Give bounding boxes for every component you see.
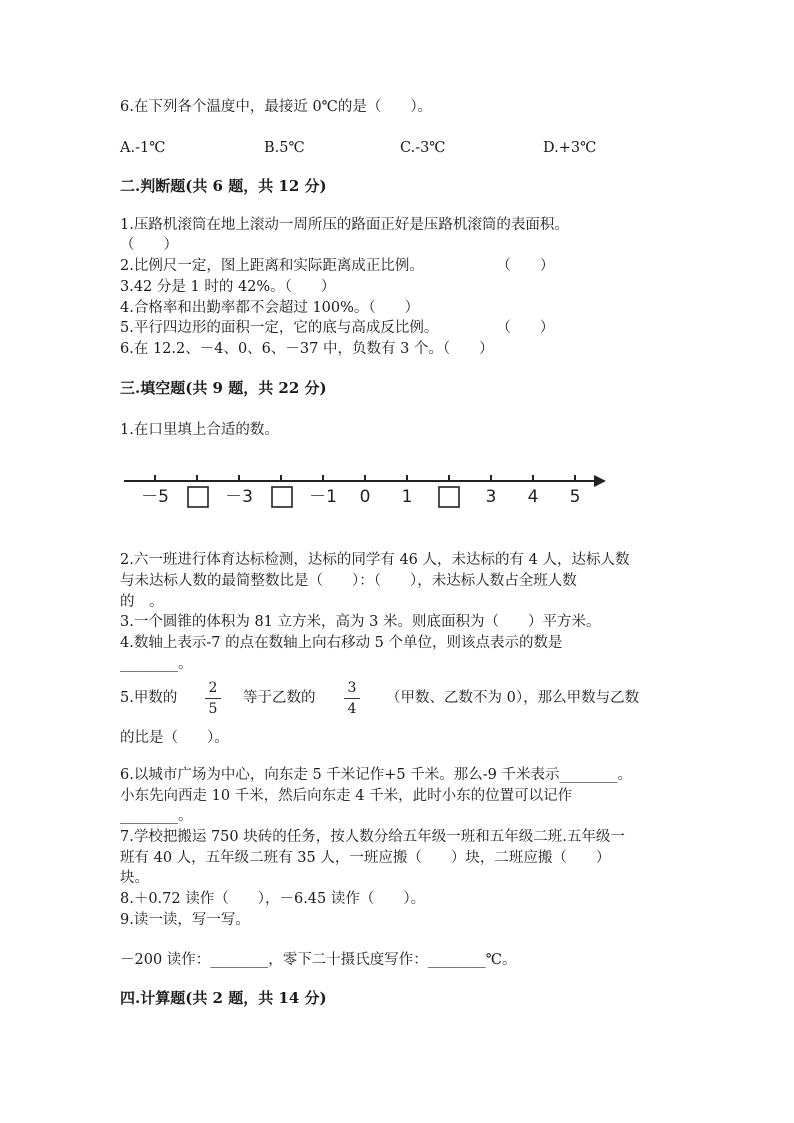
fill-q5-line2: 的比是（ ）。 — [120, 730, 229, 746]
tick-label: 0 — [359, 487, 371, 507]
blank-box — [439, 487, 459, 507]
question-6-stem: 6.在下列各个温度中，最接近 0℃的是（ ）。 — [120, 99, 433, 115]
fill-q9: 9.读一读，写一写。 — [120, 912, 250, 928]
number-line — [110, 466, 620, 516]
fill-q2-line1: 2.六一班进行体育达标检测，达标的同学有 46 人，未达标的有 4 人，达标人数 — [120, 552, 630, 568]
blank-box — [272, 487, 292, 507]
judge-item-4: 4.合格率和出勤率都不会超过 100%。（ ） — [120, 300, 420, 316]
fill-q7-line3: 块。 — [120, 870, 149, 886]
judge-item-3: 3.42 分是 1 时的 42%。（ ） — [120, 279, 336, 295]
fraction-bar — [344, 698, 360, 699]
tick-label: －1 — [309, 487, 337, 507]
tick-label: －3 — [225, 487, 253, 507]
tick-label: 5 — [569, 487, 581, 507]
fill-q9-answer-line: －200 读作：________，零下二十摄氏度写作：________℃。 — [120, 952, 517, 968]
tick-label: －5 — [141, 487, 169, 507]
option-a: A.-1℃ — [120, 140, 166, 156]
section-3-title: 三.填空题(共 9 题，共 22 分) — [120, 379, 327, 397]
fraction-numerator: 2 — [208, 680, 218, 696]
tick-label: 4 — [527, 487, 539, 507]
judge-item-2: 2.比例尺一定，图上距离和实际距离成正比例。 （ ） — [120, 258, 555, 274]
number-line-arrow — [594, 475, 606, 487]
fill-q7-line1: 7.学校把搬运 750 块砖的任务，按人数分给五年级一班和五年级二班.五年级一 — [120, 829, 625, 845]
blank-box — [188, 487, 208, 507]
fraction-3-4 — [342, 679, 362, 718]
fill-q5-part2: 等于乙数的 — [243, 690, 316, 706]
fill-q5-part3: （甲数、乙数不为 0），那么甲数与乙数 — [386, 690, 640, 706]
fill-q6-line3: ________。 — [120, 808, 193, 824]
section-4-title: 四.计算题(共 2 题，共 14 分) — [120, 989, 327, 1007]
fill-q4-line1: 4.数轴上表示-7 的点在数轴上向右移动 5 个单位，则该点表示的数是 — [120, 635, 563, 651]
judge-item-1: 1.压路机滚筒在地上滚动一周所压的路面正好是压路机滚筒的表面积。 — [120, 217, 569, 233]
fill-q1: 1.在口里填上合适的数。 — [120, 422, 279, 438]
fill-q6-line1: 6.以城市广场为中心，向东走 5 千米记作+5 千米。那么-9 千米表示________。 — [120, 767, 632, 783]
fill-q2-line2: 与未达标人数的最简整数比是（ ）：（ ），未达标人数占全班人数 — [120, 573, 577, 589]
fill-q3: 3.一个圆锥的体积为 81 立方米，高为 3 米。则底面积为（ ）平方米。 — [120, 614, 601, 630]
option-c: C.-3℃ — [400, 140, 446, 156]
fill-q8: 8.＋0.72 读作（ ），－6.45 读作（ ）。 — [120, 891, 426, 907]
fill-q2-line3: 的 。 — [120, 594, 164, 610]
fraction-2-5 — [203, 679, 223, 718]
fraction-bar — [205, 698, 221, 699]
tick-label: 3 — [485, 487, 497, 507]
tick-label: 1 — [401, 487, 413, 507]
fill-q6-line2: 小东先向西走 10 千米，然后向东走 4 千米，此时小东的位置可以记作 — [120, 788, 573, 804]
judge-item-5: 5.平行四边形的面积一定，它的底与高成反比例。 （ ） — [120, 320, 555, 336]
fill-q4-line2: ________。 — [120, 656, 193, 672]
fraction-denominator: 5 — [208, 701, 218, 717]
section-2-title: 二.判断题(共 6 题，共 12 分) — [120, 177, 327, 195]
fill-q7-line2: 班有 40 人，五年级二班有 35 人，一班应搬（ ）块，二班应搬（ ） — [120, 850, 611, 866]
fraction-denominator: 4 — [347, 701, 357, 717]
option-d: D.+3℃ — [543, 140, 597, 156]
fill-q5-part1: 5.甲数的 — [120, 690, 178, 706]
judge-item-1-bracket: （ ） — [120, 237, 178, 253]
judge-item-6: 6.在 12.2、－4、0、6、－37 中，负数有 3 个。（ ） — [120, 341, 494, 357]
fraction-numerator: 3 — [347, 680, 357, 696]
option-b: B.5℃ — [264, 140, 305, 156]
